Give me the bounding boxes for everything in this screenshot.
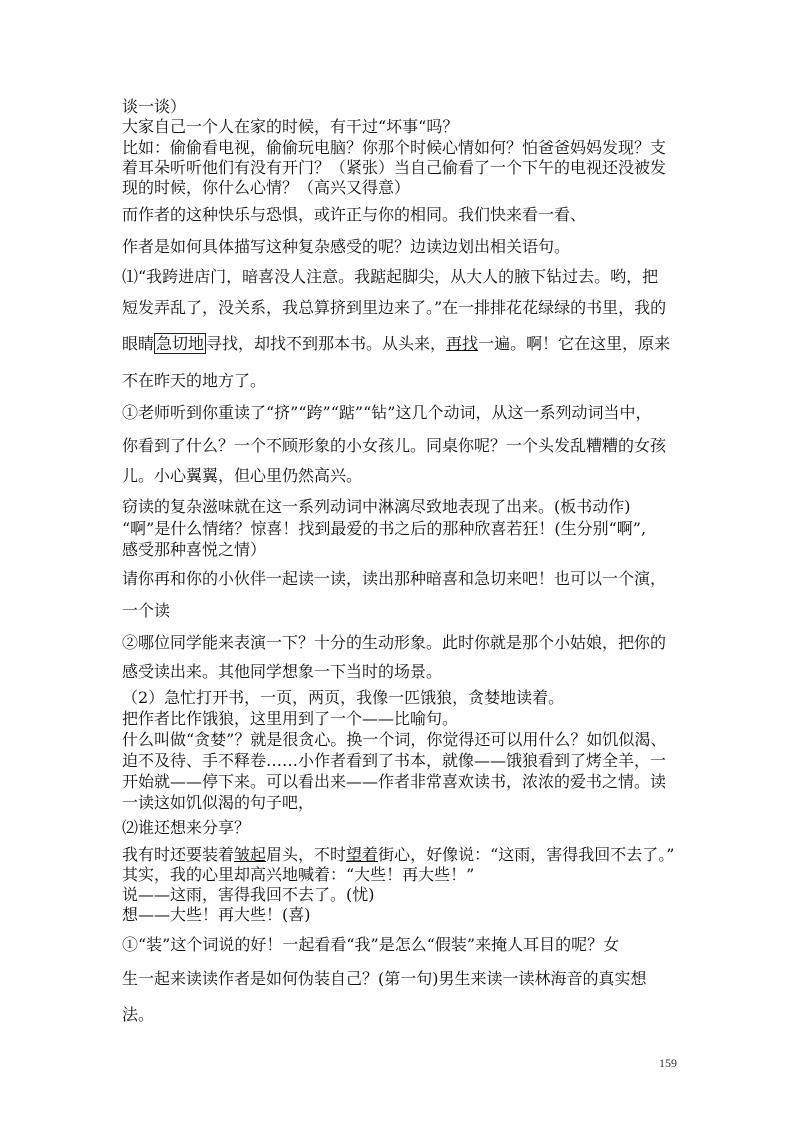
text-line: 不在昨天的地方了。 <box>122 371 267 390</box>
text-segment: 一遍。啊！它在这里，原来 <box>478 334 671 353</box>
text-line: ②哪位同学能来表演一下？十分的生动形象。此时你就是那个小姑娘，把你的 <box>122 633 667 652</box>
text-line: “啊”是什么情绪？惊喜！找到最爱的书之后的那种欣喜若狂！(生分别“啊”, <box>122 519 647 538</box>
text-segment: 眼睛 <box>122 334 155 353</box>
text-line: 法。 <box>122 1005 155 1024</box>
text-line: 其实，我的心里却高兴地喊着：“大些！再大些！” <box>122 865 475 884</box>
text-line: ①老师听到你重读了“挤”“跨”“踮”“钻”这几个动词，从这一系列动词当中， <box>122 403 652 422</box>
text-segment: 街心，好像说：“这雨，害得我回不去了。” <box>378 845 675 864</box>
text-line: 谈一谈） <box>122 97 187 116</box>
text-line: （2）急忙打开书，一页，两页，我像一匹饿狼，贪婪地读着。 <box>122 688 565 707</box>
underlined-word: 望着 <box>346 845 379 864</box>
text-line: 大家自己一个人在家的时候，有干过“坏事“吗？ <box>122 117 459 136</box>
text-line: 感受那种喜悦之情） <box>122 540 267 559</box>
text-line: ①“装”这个词说的好！一起看看“我”是怎么“假装”来掩人耳目的呢？女 <box>122 935 620 954</box>
text-line: 开始就——停下来。可以看出来——作者非常喜欢读书，浓浓的爱书之情。读 <box>122 772 667 791</box>
text-segment: 我有时还要装着 <box>122 845 235 864</box>
text-line: 把作者比作饿狼，这里用到了一个——比喻句。 <box>122 709 459 728</box>
text-line <box>122 334 670 354</box>
text-line: ⑵谁还想来分享？ <box>122 818 251 837</box>
text-line: 一个读 <box>122 601 171 620</box>
underlined-word: 再找 <box>446 334 479 353</box>
text-line: 现的时候，你什么心情？（高兴又得意） <box>122 178 411 197</box>
text-line: 生一起来读读作者是如何伪装自己？(第一句)男生来读一读林海音的真实想 <box>122 969 647 988</box>
boxed-word: 急切地 <box>156 334 205 353</box>
text-line: 一读这如饥似渴的句子吧， <box>122 793 315 812</box>
text-line: 而作者的这种快乐与恐惧，或许正与你的相同。我们快来看一看、 <box>122 205 587 224</box>
text-line: 迫不及待、手不释卷……小作者看到了书本，就像——饿狼看到了烤全羊，一 <box>122 751 667 770</box>
text-line: 着耳朵听听他们有没有开门？（紧张）当自己偷看了一个下午的电视还没被发 <box>122 158 667 177</box>
text-line: 窃读的复杂滋味就在这一系列动词中淋漓尽致地表现了出来。(板书动作) <box>122 497 631 516</box>
text-segment: 眉头，不时 <box>266 845 347 864</box>
text-line: 作者是如何具体描写这种复杂感受的呢？边读边划出相关语句。 <box>122 237 571 256</box>
text-line: 什么叫做“贪婪”？就是很贪心。换一个词，你觉得还可以用什么？如饥似渴、 <box>122 730 667 749</box>
text-segment: 寻找，却找不到那本书。从头来， <box>206 334 447 353</box>
text-line: 说——这雨，害得我回不去了。(忧) <box>122 885 375 904</box>
text-line <box>122 845 674 865</box>
text-line: 感受读出来。其他同学想象一下当时的场景。 <box>122 662 443 681</box>
text-line: 你看到了什么？一个不顾形象的小女孩儿。同桌你呢？一个头发乱糟糟的女孩 <box>122 436 667 455</box>
text-line: ⑴“我跨进店门，暗喜没人注意。我踮起脚尖，从大人的腋下钻过去。哟，把 <box>122 267 659 286</box>
page-number: 159 <box>659 1056 677 1070</box>
text-line: 比如：偷偷看电视，偷偷玩电脑？你那个时候心情如何？怕爸爸妈妈发现？支 <box>122 138 667 157</box>
text-line: 短发弄乱了，没关系，我总算挤到里边来了。”在一排排花花绿绿的书里，我的 <box>122 298 667 317</box>
underlined-word: 皱起 <box>234 845 267 864</box>
text-line: 请你再和你的小伙伴一起读一读，读出那种暗喜和急切来吧！也可以一个演， <box>122 569 667 588</box>
text-line: 想——大些！再大些！(喜) <box>122 905 311 924</box>
text-line: 儿。小心翼翼，但心里仍然高兴。 <box>122 466 363 485</box>
